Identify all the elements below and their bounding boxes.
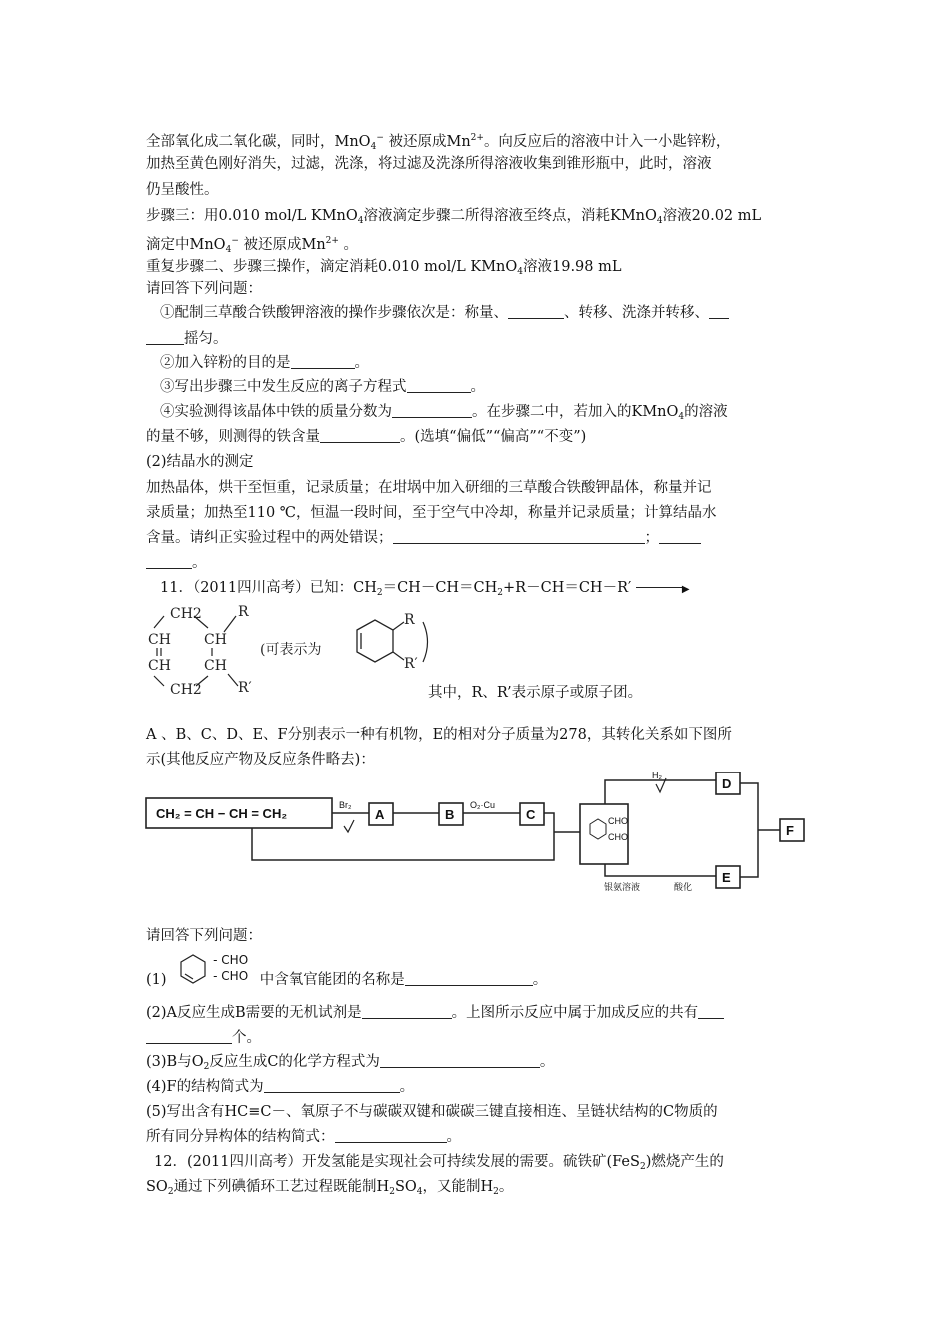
text-line: 加热晶体，烘干至恒重，记录质量；在坩埚中加入研细的三草酸合铁酸钾晶体，称量并记 [146,480,712,496]
ring-atom: CH2 [170,606,202,622]
sub-question-3: (3)B与$O_2$反应生成C的化学方程式为 。 [146,1054,555,1072]
answer-blank[interactable] [335,1128,447,1143]
cyclohexene-structure [142,600,432,700]
sub-question-2-cont: 个。 [146,1028,261,1048]
svg-text:酸化: 酸化 [674,882,693,892]
ring-atom: CH2 [170,682,202,698]
svg-text:H₂: H₂ [652,772,662,780]
question-2: ②加入锌粉的目的是 。 [160,355,369,371]
answer-blank[interactable] [146,1029,232,1044]
answer-blank[interactable] [405,971,533,986]
question-12: 12．(2011四川高考）开发氢能是实现社会可持续发展的需要。硫铁矿(FeS$_2$)燃烧产生的 [154,1154,724,1172]
text-line: 其中，R、R’表示原子或原子团。 [428,685,643,701]
text-line: 。 [146,553,207,573]
sub-question-2: (2)A反应生成B需要的无机试剂是 。上图所示反应中属于加成反应的共有 [146,1003,724,1023]
svg-text:CHO: CHO [608,816,628,826]
substituent-r: R [404,612,415,628]
answer-blank[interactable] [320,428,400,443]
question-3: ③写出步骤三中发生反应的离子方程式 。 [160,379,485,395]
answer-blank[interactable] [508,304,564,319]
text-line: 仍呈酸性。 [146,182,219,198]
text-line: 录质量；加热至110 ℃，恒温一段时间，至于空气中冷却，称量并记录质量；计算结晶水 [146,505,717,521]
substituent-r-prime: R′ [238,680,252,696]
sub-question-5: (5)写出含有HC≡C－、氧原子不与碳碳双键和碳碳三键直接相连、呈链状结构的C物质的 [146,1104,718,1120]
svg-text:O₂·Cu: O₂·Cu [470,800,495,810]
ring-atom: CH [204,632,227,648]
reaction-scheme [144,772,810,894]
answer-blank[interactable] [146,330,184,345]
ring-note: (可表示为 [260,642,322,658]
question-1-cont: 摇匀。 [146,329,228,349]
text-line: 滴定中MnO$_4$− 被还原成$Mn^{2+}$ 。 [146,236,359,255]
text-line: 重复步骤二、步骤三操作，滴定消耗0.010 mol/L KMnO$_4$溶液19.98 mL [146,259,622,277]
answer-blank[interactable] [264,1078,400,1093]
answer-blank[interactable] [392,403,472,418]
answer-blank[interactable] [709,304,729,319]
answer-blank[interactable] [362,1004,452,1019]
ring-icon [175,950,213,988]
butadiene-label: CH₂ = CH − CH = CH₂ [156,806,288,821]
question-4: ④实验测得该晶体中铁的质量分数为 。在步骤二中，若加入的KMnO$_4$的溶液 [160,404,728,422]
svg-text:F: F [786,823,794,838]
answer-blank[interactable] [698,1004,724,1019]
svg-text:CHO: CHO [608,832,628,842]
answer-blank[interactable] [146,554,192,569]
sub-question-4: (4)F的结构简式为 。 [146,1079,415,1095]
text-line: 请回答下列问题： [146,928,262,944]
svg-text:B: B [445,807,455,822]
svg-text:Br₂: Br₂ [339,800,352,810]
question-1: ①配制三草酸合铁酸钾溶液的操作步骤依次是：称量、 、转移、洗涤并转移、 [160,303,729,323]
section-title: (2)结晶水的测定 [146,454,254,470]
svg-text:D: D [722,776,732,791]
svg-text:C: C [526,807,536,822]
sub-question-5-cont: 所有同分异构体的结构简式： 。 [146,1129,461,1145]
text-line: 步骤三：用0.010 mol/L KMnO$_4$溶液滴定步骤二所得溶液至终点，消耗KMnO$_4$溶液20.02 mL [146,208,762,226]
substituent-r-prime: R′ [404,656,418,672]
text-line: 请回答下列问题： [146,281,262,297]
svg-text:银氨溶液: 银氨溶液 [604,882,641,892]
substituent-r: R [238,604,249,620]
question-11-intro: 11．（2011四川高考）已知：$CH_2=CH-CH=CH_2+R-CH=CH-R'$ ▶ [160,580,690,598]
text-line: 示(其他反应产物及反应条件略去)： [146,752,375,768]
question-12-cont: $SO_2$通过下列碘循环工艺过程既能制$H_2SO_4$，又能制$H_2$。 [146,1179,514,1197]
sub-question-1: (1) - CHO - CHO 中含氧官能团的名称是 。 [146,958,547,996]
answer-blank[interactable] [380,1053,540,1068]
dialdehyde-structure: - CHO - CHO [171,958,255,996]
text-line: A 、B、C、D、E、F分别表示一种有机物，E的相对分子质量为278，其转化关系如下图所 [146,727,732,743]
text-line: 全部氧化成二氧化碳，同时，MnO$_4$− 被还原成$Mn^{2+}$。向反应后的溶液中计入一小匙锌粉， [146,133,731,152]
answer-blank[interactable] [407,378,471,393]
answer-blank[interactable] [291,354,355,369]
ring-atom: CH [148,632,171,648]
answer-blank[interactable] [393,529,645,544]
ring-atom: CH [204,658,227,674]
text-line: 含量。请纠正实验过程中的两处错误； ； [146,528,701,548]
svg-text:A: A [375,807,385,822]
question-4-cont: 的量不够，则测得的铁含量 。(选填“偏低”“偏高”“不变”) [146,429,587,445]
text-line: 加热至黄色刚好消失，过滤，洗涤，将过滤及洗涤所得溶液收集到锥形瓶中，此时，溶液 [146,156,712,172]
answer-blank[interactable] [659,529,701,544]
svg-text:E: E [722,870,731,885]
ring-atom: CH [148,658,171,674]
reaction-arrow [636,587,682,588]
